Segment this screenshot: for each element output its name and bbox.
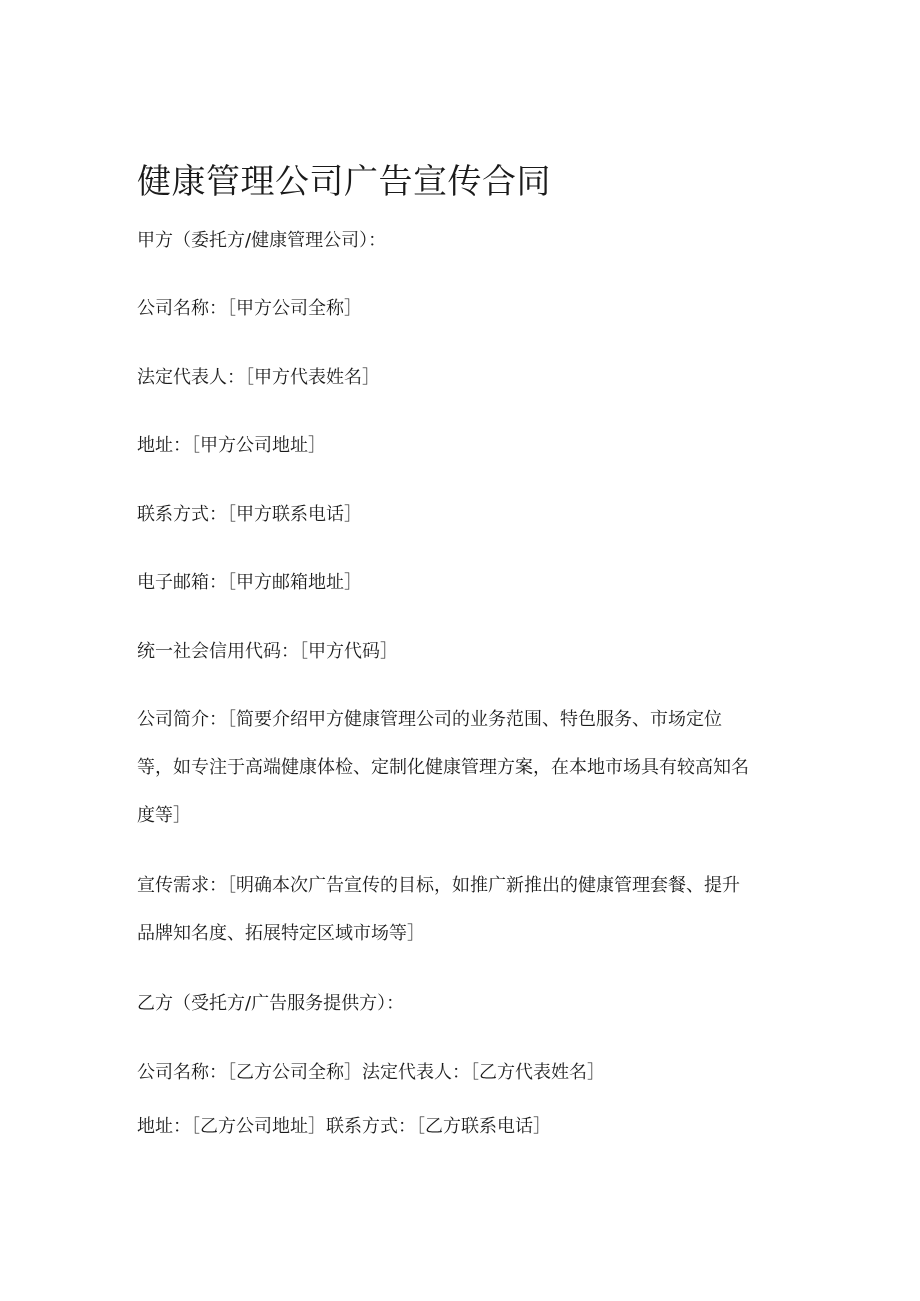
party-a-heading: 甲方（委托方/健康管理公司）：: [137, 230, 387, 251]
party-a-email: 电子邮箱：［甲方邮箱地址］: [137, 572, 362, 593]
party-a-company-name: 公司名称：［甲方公司全称］: [137, 298, 362, 319]
party-b-heading: 乙方（受托方/广告服务提供方）：: [137, 993, 405, 1014]
party-a-contact: 联系方式：［甲方联系电话］: [137, 504, 362, 525]
party-a-credit-code: 统一社会信用代码：［甲方代码］: [137, 641, 398, 662]
party-a-profile: [137, 696, 777, 840]
party-a-address: 地址：［甲方公司地址］: [137, 435, 326, 456]
profile-line: 等，如专注于高端健康体检、定制化健康管理方案，在本地市场具有较高知名: [137, 757, 749, 778]
profile-line: 公司简介：［简要介绍甲方健康管理公司的业务范围、特色服务、市场定位: [137, 709, 722, 730]
party-b-name-and-rep: 公司名称：［乙方公司全称］法定代表人：［乙方代表姓名］: [137, 1062, 605, 1083]
document-title: 健康管理公司广告宣传合同: [137, 161, 551, 202]
profile-line: 度等］: [137, 805, 191, 826]
party-a-needs: [137, 862, 777, 958]
party-b-address-and-contact: 地址：［乙方公司地址］联系方式：［乙方联系电话］: [137, 1116, 551, 1137]
needs-line: 品牌知名度、拓展特定区域市场等］: [137, 923, 425, 944]
needs-line: 宣传需求：［明确本次广告宣传的目标，如推广新推出的健康管理套餐、提升: [137, 875, 740, 896]
party-a-legal-rep: 法定代表人：［甲方代表姓名］: [137, 367, 380, 388]
